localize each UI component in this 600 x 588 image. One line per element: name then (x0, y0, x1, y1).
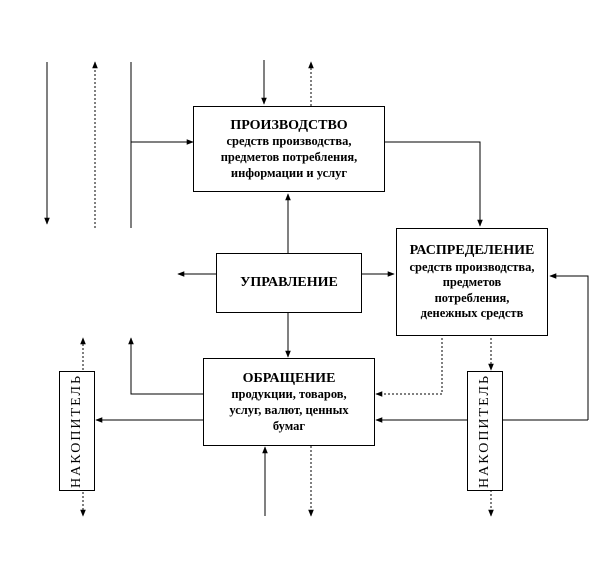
circulation-box (203, 358, 375, 446)
accumulator-left-label: НАКОПИТЕЛЬ (69, 374, 84, 488)
arrow-circulation-up-left (131, 338, 203, 394)
circulation-line: бумаг (272, 418, 306, 433)
distribution-line: средств производства, (409, 259, 535, 274)
distribution-title: РАСПРЕДЕЛЕНИЕ (409, 243, 535, 258)
accumulator-right-label: НАКОПИТЕЛЬ (477, 374, 492, 488)
arrow-distribution-to-circulation (376, 338, 442, 394)
production-box (193, 106, 385, 192)
accumulator-left (59, 371, 95, 491)
circulation-line: услуг, валют, ценных (229, 402, 349, 417)
arrow-production-to-distribution (385, 142, 480, 226)
management-title: УПРАВЛЕНИЕ (240, 275, 338, 291)
production-line: информации и услуг (230, 165, 348, 180)
distribution-box (396, 228, 548, 336)
production-line: предметов потребления, (220, 149, 358, 164)
circulation-line: продукции, товаров, (231, 387, 347, 402)
production-title: ПРОИЗВОДСТВО (230, 117, 348, 133)
management-box (216, 253, 362, 313)
distribution-line: денежных средств (420, 306, 524, 321)
production-line: средств производства, (226, 134, 352, 149)
accumulator-right (467, 371, 503, 491)
arrow-into-production (131, 142, 193, 228)
circulation-title: ОБРАЩЕНИЕ (242, 370, 336, 386)
distribution-line: потребления, (434, 290, 510, 305)
distribution-line: предметов (442, 275, 502, 290)
arrow-right-loop (550, 276, 588, 420)
